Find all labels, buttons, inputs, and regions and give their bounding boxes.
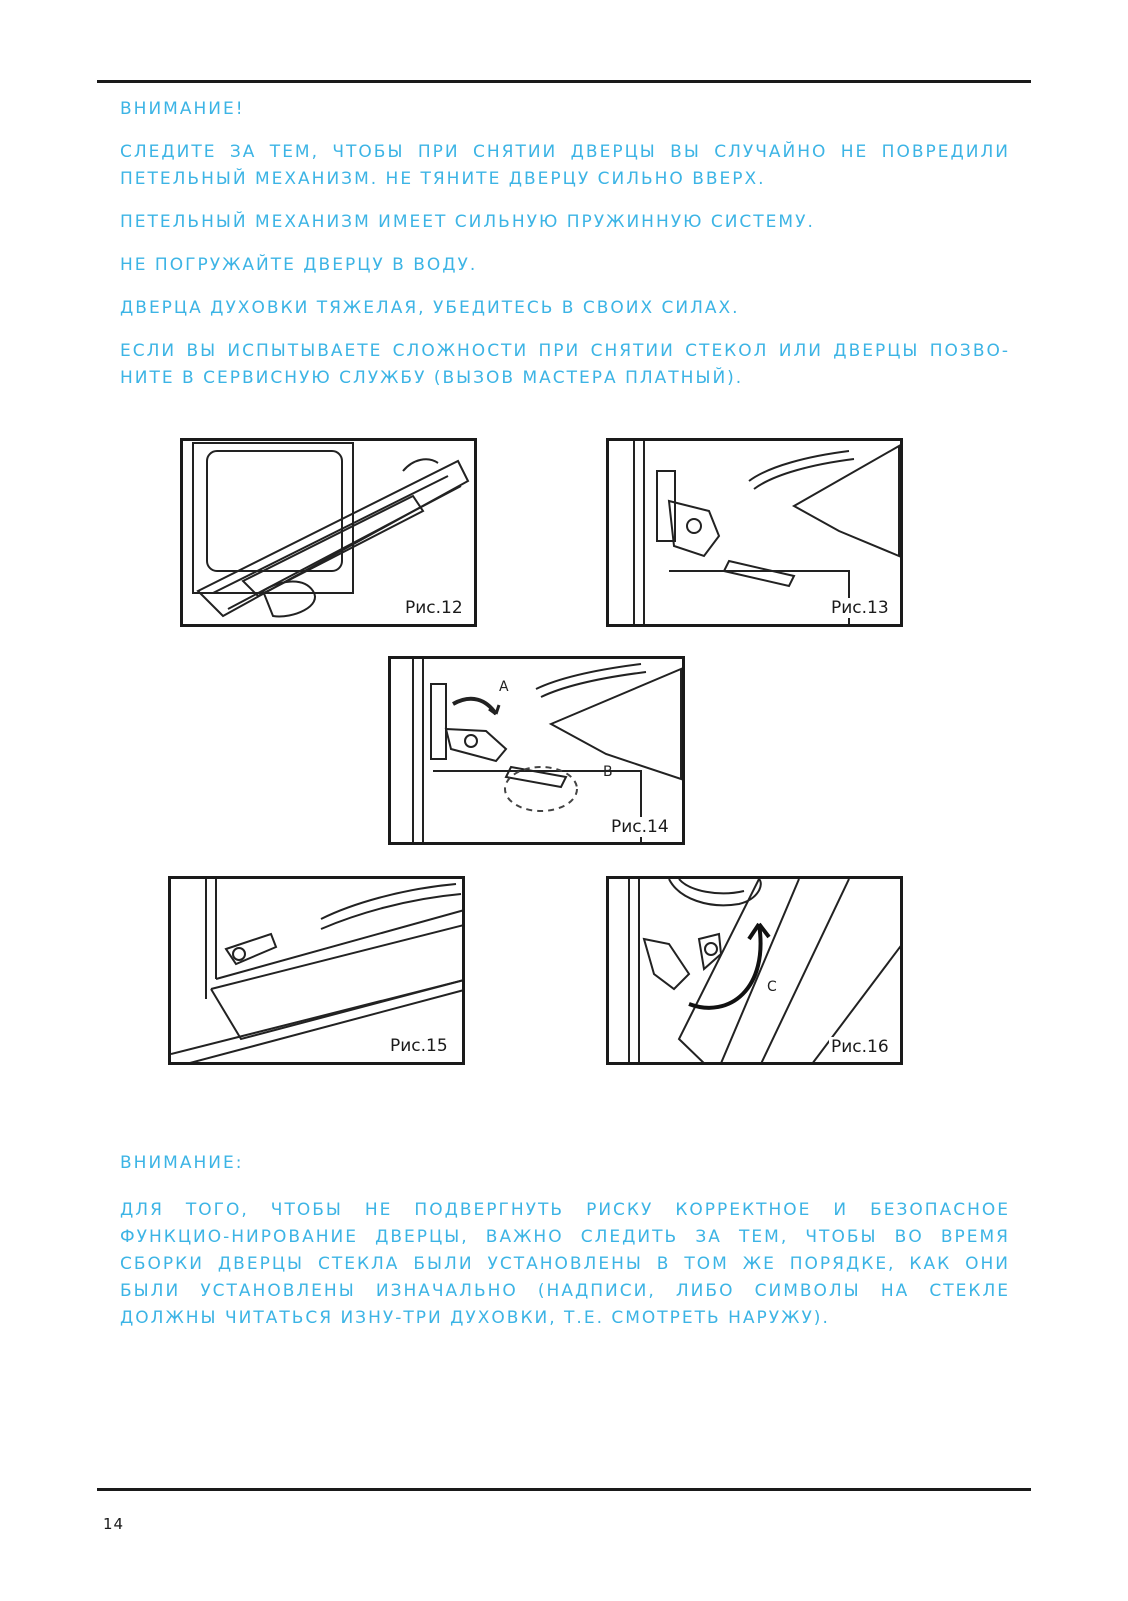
page-number: 14 xyxy=(103,1515,125,1533)
figure-14-caption: Рис.14 xyxy=(611,817,669,837)
figure-12-caption: Рис.12 xyxy=(405,598,463,618)
figure-16-caption: Рис.16 xyxy=(831,1037,889,1057)
figure-13 xyxy=(606,438,903,627)
warning-bottom-heading: ВНИМАНИЕ: xyxy=(120,1153,244,1173)
warning-heading: ВНИМАНИЕ! xyxy=(120,99,245,119)
top-rule xyxy=(97,80,1031,83)
figure-14-label-b: B xyxy=(603,764,613,780)
warning-top xyxy=(120,96,1010,408)
warning-bottom xyxy=(120,1150,1010,1348)
figure-16-label-c: C xyxy=(767,979,777,995)
figure-16 xyxy=(606,876,903,1065)
figure-15-caption: Рис.15 xyxy=(390,1036,448,1056)
warning-paragraph-4: ДВЕРЦА ДУХОВКИ ТЯЖЕЛАЯ, УБЕДИТЕСЬ В СВОИХ СИЛАХ. xyxy=(120,298,740,318)
figure-14-highlight-b xyxy=(505,767,577,811)
bottom-rule xyxy=(97,1488,1031,1491)
figure-13-caption: Рис.13 xyxy=(831,598,889,618)
warning-paragraph-5: ЕСЛИ ВЫ ИСПЫТЫВАЕТЕ СЛОЖНОСТИ ПРИ СНЯТИИ СТЕКОЛ ИЛИ ДВЕРЦЫ ПОЗВО-НИТЕ В СЕРВИСНУЮ СЛУЖБУ (ВЫЗОВ МАСТЕРА ПЛАТНЫЙ). xyxy=(120,341,1010,388)
warning-paragraph-1: СЛЕДИТЕ ЗА ТЕМ, ЧТОБЫ ПРИ СНЯТИИ ДВЕРЦЫ ВЫ СЛУЧАЙНО НЕ ПОВРЕДИЛИ ПЕТЕЛЬНЫЙ МЕХАНИЗМ. НЕ ТЯНИТЕ ДВЕРЦУ СИЛЬНО ВВЕРХ. xyxy=(120,142,1010,189)
warning-paragraph-3: НЕ ПОГРУЖАЙТЕ ДВЕРЦУ В ВОДУ. xyxy=(120,255,478,275)
figure-15 xyxy=(168,876,465,1065)
figure-14 xyxy=(388,656,685,845)
warning-bottom-paragraph: ДЛЯ ТОГО, ЧТОБЫ НЕ ПОДВЕРГНУТЬ РИСКУ КОРРЕКТНОЕ И БЕЗОПАСНОЕ ФУНКЦИО-НИРОВАНИЕ ДВЕРЦЫ, ВАЖНО СЛЕДИТЬ ЗА ТЕМ, ЧТОБЫ ВО ВРЕМЯ СБОРКИ ДВЕРЦЫ СТЕКЛА БЫЛИ УСТАНОВЛЕНЫ В ТОМ ЖЕ ПОРЯДКЕ, КАК ОНИ БЫЛИ УСТАНОВЛЕНЫ ИЗНАЧАЛЬНО (НАДПИСИ, ЛИБО СИМВОЛЫ НА СТЕКЛЕ ДОЛЖНЫ ЧИТАТЬСЯ ИЗНУ-ТРИ ДУХОВКИ, Т.Е. СМОТРЕТЬ НАРУЖУ). xyxy=(120,1200,1010,1328)
figure-12 xyxy=(180,438,477,627)
figure-14-label-a: A xyxy=(499,679,509,695)
warning-paragraph-2: ПЕТЕЛЬНЫЙ МЕХАНИЗМ ИМЕЕТ СИЛЬНУЮ ПРУЖИННУЮ СИСТЕМУ. xyxy=(120,212,815,232)
